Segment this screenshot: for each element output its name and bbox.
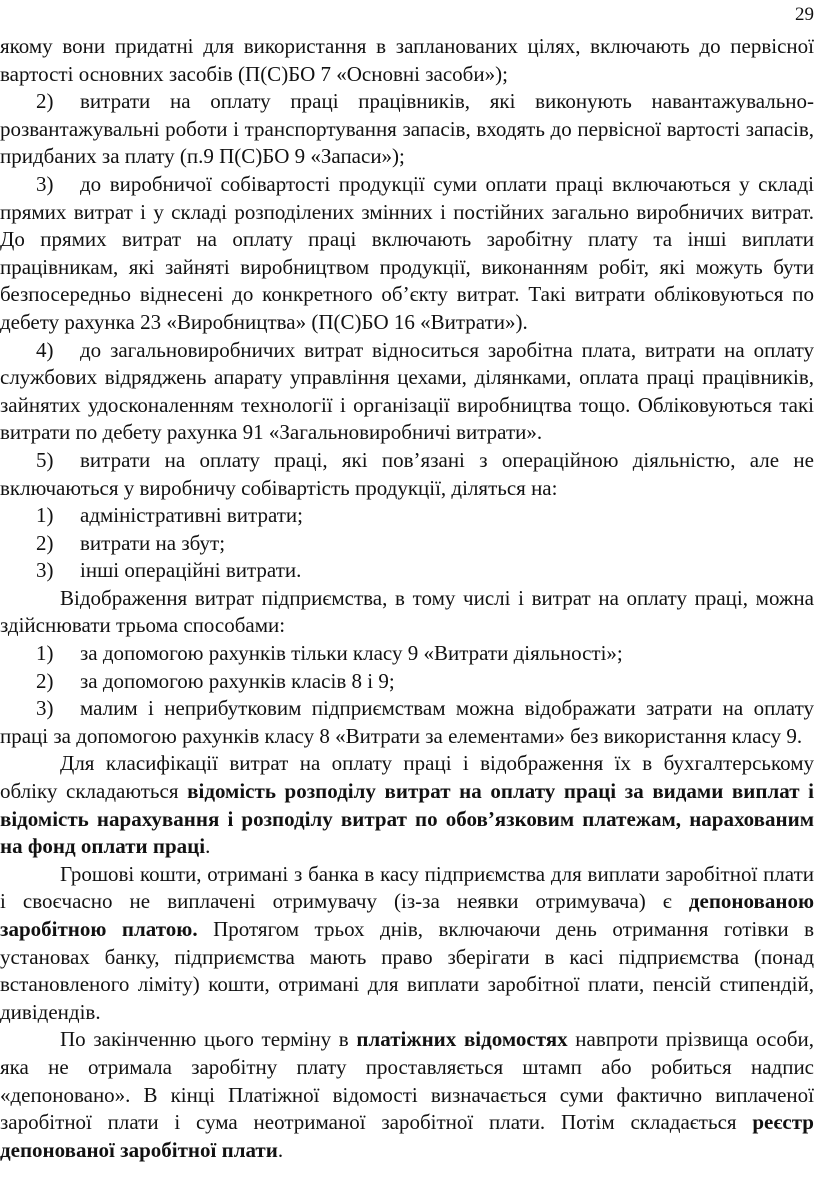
sublist-item xyxy=(0,502,814,530)
list-item-5 xyxy=(0,447,814,502)
list-text: витрати на оплату праці працівників, які виконують навантажувально-розвантажувальні роботи і транспортування запасів, входять до первісної вартості запасів, придбаних за плату (п.9 П(С)БО 9 «Запаси»); xyxy=(0,89,814,169)
paragraph-continued: якому вони придатні для використання в запланованих цілях, включають до первісної вартості основних засобів (П(С)БО 7 «Основні засоби»); xyxy=(0,34,814,86)
deposited-wages-paragraph xyxy=(0,861,814,1027)
paragraph-text: . xyxy=(205,834,211,859)
list-number: 3) xyxy=(36,558,54,583)
bold-term: депонованою заробітною платою. xyxy=(0,889,814,941)
list-text: до виробничої собівартості продукції суми оплати праці включаються у складі прямих витрат і у складі розподілених змінних і постійних загально виробничих витрат. До прямих витрат на оплату праці включають заробітну плату та інші виплати працівникам, які зайняті виробництвом продукції, виконанням робіт, які можуть бути безпосередньо віднесені до конкретного об’єкту витрат. Такі витрати обліковуються по дебету рахунка 23 «Виробництва» (П(С)БО 16 «Витрати»). xyxy=(0,171,814,334)
method-item-3 xyxy=(0,695,814,750)
sublist-item xyxy=(0,530,814,558)
list-text: до загальновиробничих витрат відноситься заробітна плата, витрати на оплату службових відряджень апарату управління цехами, ділянками, оплата праці працівників, зайнятих удосконаленням технології і організації виробництва тощо. Обліковуються такі витрати по дебету рахунка 91 «Загальновиробничі витрати». xyxy=(0,337,814,445)
list-item-2 xyxy=(0,88,814,171)
list-number: 1) xyxy=(36,503,54,528)
paragraph-text: Протягом трьох днів, включаючи день отримання готівки в установах банку, підприємства мають право зберігати в касі підприємства (понад встановленого ліміту) кошти, отримані для виплати заробітної плати, пенсій стипендій, дивідендів. xyxy=(0,917,815,1024)
bold-term: платіжних відомостях xyxy=(356,1027,568,1052)
list-number: 3) xyxy=(36,696,54,721)
sublist-item xyxy=(0,557,814,585)
methods-intro-paragraph: Відображення витрат підприємства, в тому числі і витрат на оплату праці, можна здійснювати трьома способами: xyxy=(0,585,814,638)
list-number: 5) xyxy=(36,447,54,472)
list-number: 2) xyxy=(36,89,54,114)
list-text: інші операційні витрати. xyxy=(80,558,302,583)
list-item-4 xyxy=(0,337,814,447)
list-text: за допомогою рахунків класів 8 і 9; xyxy=(80,668,395,693)
list-text: адміністративні витрати; xyxy=(80,503,304,528)
list-item-3 xyxy=(0,171,814,337)
classification-paragraph xyxy=(0,750,814,860)
list-number: 1) xyxy=(36,641,54,666)
paragraph-text: навпроти прізвища особи, яка не отримала заробітну плату проставляється штамп або робиться надпис «депоновано». В кінці Платіжної відомості визначається суми фактично виплаченої заробітної плати і сума неотриманої заробітної плати. Потім складається xyxy=(0,1027,815,1135)
paragraph-text: Грошові кошти, отримані з банка в касу підприємства для виплати заробітної плати і своєчасно не виплачені отримувачу (із-за неявки отримувача) є xyxy=(0,861,814,914)
method-item xyxy=(0,668,814,696)
list-text: малим і неприбутковим підприємствам можна відображати затрати на оплату праці за допомогою рахунків класу 8 «Витрати за елементами» без використання класу 9. xyxy=(0,696,814,748)
method-item xyxy=(0,640,814,668)
paragraph-text: Для класифікації витрат на оплату праці і відображення їх в бухгалтерському обліку складаються xyxy=(0,751,814,804)
list-text: витрати на збут; xyxy=(80,530,226,555)
list-text: витрати на оплату праці, які пов’язані з операційною діяльністю, але не включаються у виробничу собівартість продукції, діляться на: xyxy=(0,447,814,500)
list-number: 2) xyxy=(36,668,54,693)
paragraph-text: . xyxy=(277,1137,284,1162)
page-number: 29 xyxy=(795,4,814,25)
list-number: 2) xyxy=(36,530,54,555)
paragraph-text: По закінченню цього терміну в xyxy=(60,1027,357,1052)
list-text: за допомогою рахунків тільки класу 9 «Витрати діяльності»; xyxy=(80,641,623,666)
bold-term: відомість розподілу витрат на оплату праці за видами виплат і відомість нарахування і розподілу витрат по обов’язковим платежам, нарахованим на фонд оплати праці xyxy=(0,779,814,859)
final-paragraph xyxy=(0,1026,814,1164)
bold-term: реєстр депонованої заробітної плати xyxy=(0,1110,814,1162)
list-number: 3) xyxy=(36,171,54,196)
document-body xyxy=(0,33,814,1164)
list-number: 4) xyxy=(36,337,54,362)
